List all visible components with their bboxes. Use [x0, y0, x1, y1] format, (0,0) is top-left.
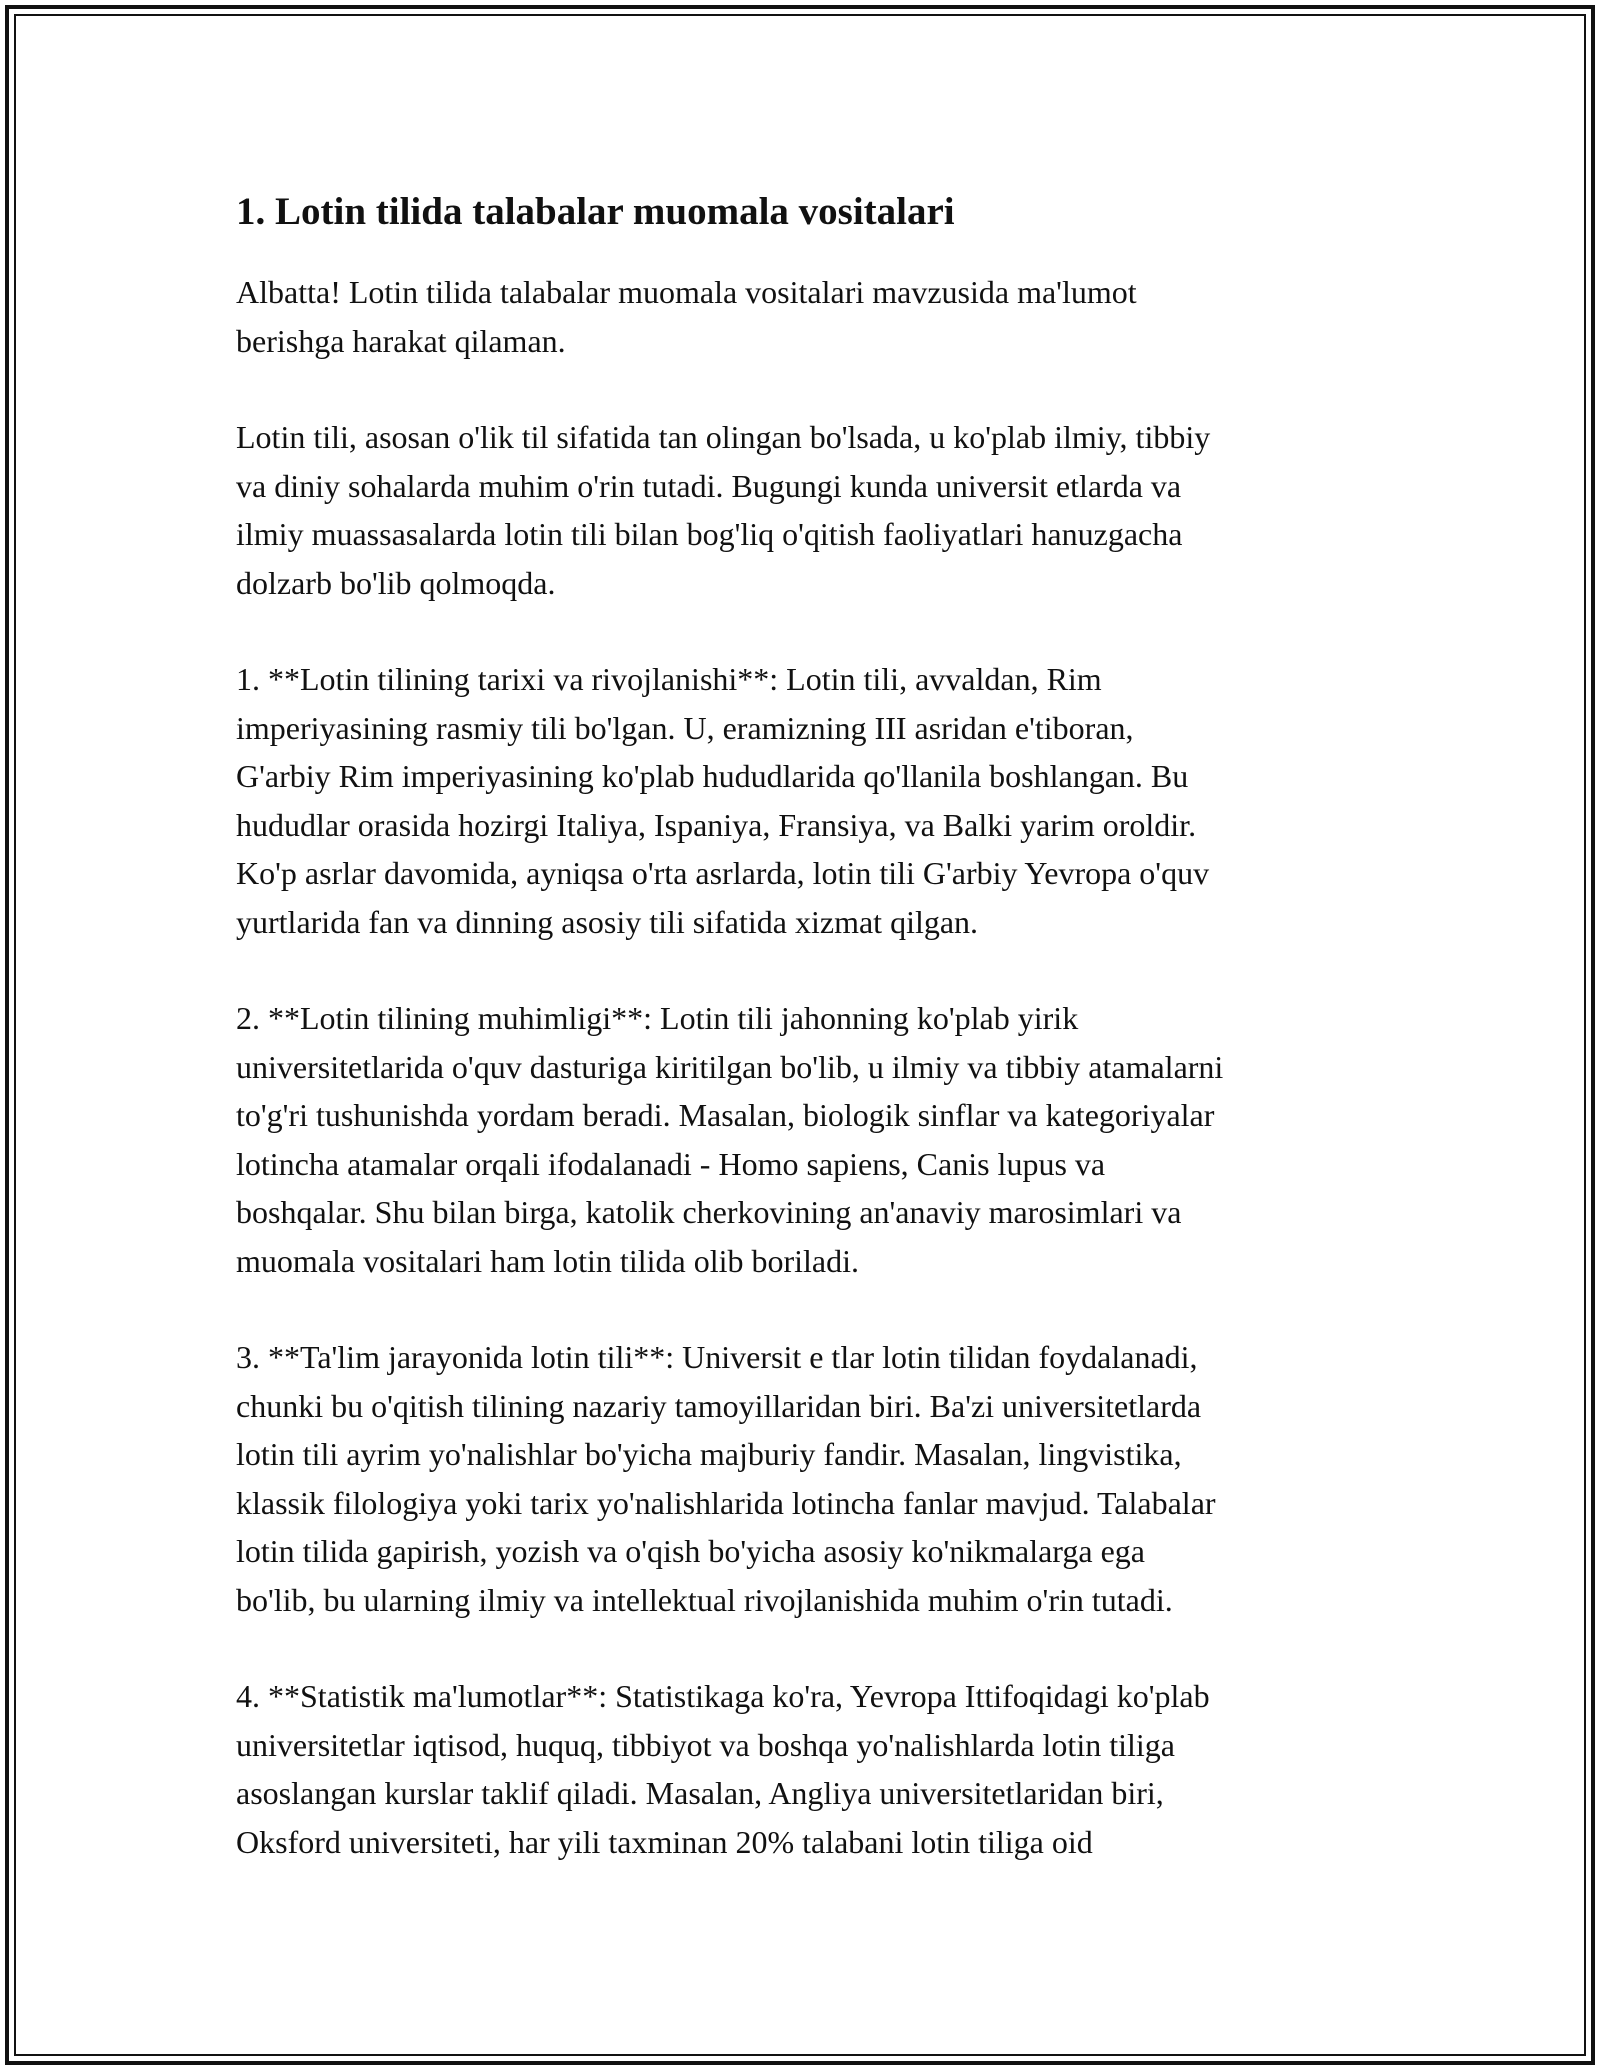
paragraph — [236, 994, 1376, 1285]
paragraph-line: 3. **Ta'lim jarayonida lotin tili**: Universit e tlar lotin tilidan foydalanadi, — [236, 1339, 1198, 1375]
paragraph-line: ilmiy muassasalarda lotin tili bilan bog'liq o'qitish faoliyatlari hanuzgacha — [236, 516, 1183, 552]
paragraph-line: to'g'ri tushunishda yordam beradi. Masalan, biologik sinflar va kategoriyalar — [236, 1097, 1215, 1133]
paragraph-line: bo'lib, bu ularning ilmiy va intellektual rivojlanishida muhim o'rin tutadi. — [236, 1581, 1173, 1618]
paragraph-line: asoslangan kurslar taklif qiladi. Masalan, Angliya universitetlaridan biri, — [236, 1775, 1164, 1811]
paragraph — [236, 655, 1376, 946]
paragraph-line: 1. **Lotin tilining tarixi va rivojlanishi**: Lotin tili, avvaldan, Rim — [236, 661, 1102, 697]
paragraph-line: Albatta! Lotin tilida talabalar muomala vositalari mavzusida ma'lumot — [236, 274, 1137, 310]
paragraph — [236, 1672, 1376, 1866]
paragraph — [236, 413, 1376, 607]
paragraph-line: dolzarb bo'lib qolmoqda. — [236, 564, 556, 601]
paragraph-line: chunki bu o'qitish tilining nazariy tamoyillaridan biri. Ba'zi universitetlarda — [236, 1387, 1202, 1424]
paragraph-line: muomala vositalari ham lotin tilida olib boriladi. — [236, 1242, 859, 1279]
paragraph-line: hududlar orasida hozirgi Italiya, Ispaniya, Fransiya, va Balki yarim oroldir. — [236, 806, 1197, 843]
paragraph-line: lotin tilida gapirish, yozish va o'qish bo'yicha asosiy ko'nikmalarga ega — [236, 1533, 1145, 1569]
paragraph-line: 4. **Statistik ma'lumotlar**: Statistikaga ko'ra, Yevropa Ittifoqidagi ko'plab — [236, 1678, 1210, 1714]
paragraph-line: klassik filologiya yoki tarix yo'nalishlarida lotincha fanlar mavjud. Talabalar — [236, 1484, 1216, 1521]
document-title: 1. Lotin tilida talabalar muomala vositalari — [236, 190, 955, 233]
paragraph-line: Lotin tili, asosan o'lik til sifatida tan olingan bo'lsada, u ko'plab ilmiy, tibbiy — [236, 419, 1211, 455]
document-body — [236, 186, 1376, 1914]
paragraph-line: va diniy sohalarda muhim o'rin tutadi. Bugungi kunda universit etlarda va — [236, 467, 1182, 504]
paragraph-line: Ko'p asrlar davomida, ayniqsa o'rta asrlarda, lotin tili G'arbiy Yevropa o'quv — [236, 855, 1210, 891]
paragraph-line: imperiyasining rasmiy tili bo'lgan. U, eramizning III asridan e'tiboran, — [236, 709, 1134, 746]
paragraph — [236, 268, 1376, 365]
paragraph-line: universitetlar iqtisod, huquq, tibbiyot va boshqa yo'nalishlarda lotin tiliga — [236, 1726, 1175, 1763]
paragraph-line: berishga harakat qilaman. — [236, 322, 566, 359]
paragraph-line: Oksford universiteti, har yili taxminan 20% talabani lotin tiliga oid — [236, 1823, 1093, 1860]
paragraph-line: lotin tili ayrim yo'nalishlar bo'yicha majburiy fandir. Masalan, lingvistika, — [236, 1436, 1182, 1472]
paragraph-line: G'arbiy Rim imperiyasining ko'plab hududlarida qo'llanila boshlangan. Bu — [236, 758, 1189, 794]
paragraph-line: yurtlarida fan va dinning asosiy tili sifatida xizmat qilgan. — [236, 903, 979, 940]
paragraph-list — [236, 268, 1376, 1866]
paragraph — [236, 1333, 1376, 1624]
paragraph-line: 2. **Lotin tilining muhimligi**: Lotin tili jahonning ko'plab yirik — [236, 1000, 1079, 1036]
paragraph-line: lotincha atamalar orqali ifodalanadi - Homo sapiens, Canis lupus va — [236, 1145, 1106, 1182]
paragraph-line: universitetlarida o'quv dasturiga kiritilgan bo'lib, u ilmiy va tibbiy atamalarni — [236, 1048, 1224, 1085]
paragraph-line: boshqalar. Shu bilan birga, katolik cherkovining an'anaviy marosimlari va — [236, 1194, 1182, 1230]
